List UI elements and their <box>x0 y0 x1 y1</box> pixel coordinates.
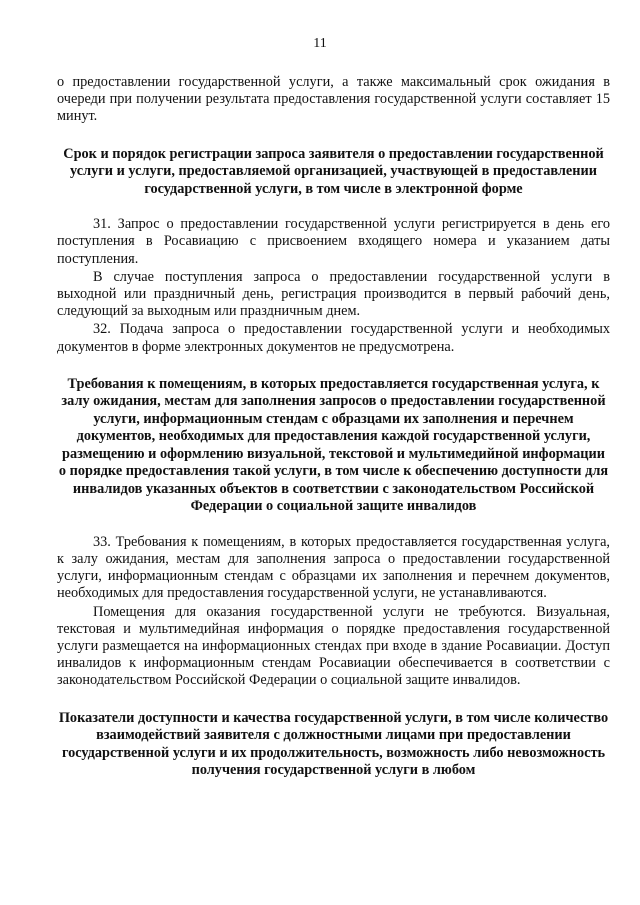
section-heading-premises: Требования к помещениям, в которых предоставляется государственная услуга, к залу ожидания, местам для заполнения запросов о предоставлении государственной услуги, информационным стендам с образцами их заполнения и перечнем документов, необходимых для предоставления каждой государственной услуги, размещению и оформлению визуальной, текстовой и мультимедийной информации о порядке предоставления такой услуги, в том числе к обеспечению доступности для инвалидов указанных объектов в соответствии с законодательством Российской Федерации о социальной защите инвалидов <box>58 375 609 515</box>
section-heading-registration: Срок и порядок регистрации запроса заявителя о предоставлении государственной услуги и услуги, предоставляемой организацией, участвующей в предоставлении государственной услуги, в том числе в электронной форме <box>63 145 604 197</box>
paragraph-holiday-registration: В случае поступления запроса о предоставлении государственной услуги в выходной или праздничный день, регистрация производится в первый рабочий день, следующий за выходным или праздничным днем. <box>57 268 610 320</box>
page-number: 11 <box>313 36 327 51</box>
intro-paragraph: о предоставлении государственной услуги, а также максимальный срок ожидания в очереди при получении результата предоставления государственной услуги составляет 15 минут. <box>57 74 610 125</box>
paragraph-33: 33. Требования к помещениям, в которых предоставляется государственная услуга, к залу ожидания, местам для заполнения запроса о предоставлении государственной услуги, информационным стендам с образцами их заполнения и перечнем документов, необходимых для предоставления государственной услуги, не устанавливаются. <box>57 533 610 602</box>
paragraph-premises-info: Помещения для оказания государственной услуги не требуются. Визуальная, текстовая и мультимедийная информация о порядке предоставления государственной услуги размещается на информационных стендах при входе в здание Росавиации. Доступ инвалидов к информационным стендам Росавиации обеспечивается в соответствии с законодательством Российской Федерации о социальной защите инвалидов. <box>57 603 610 689</box>
section-heading-accessibility: Показатели доступности и качества государственной услуги, в том числе количество взаимодействий заявителя с должностными лицами при предоставлении государственной услуги и их продолжительность, возможность либо невозможность получения государственной услуги в любом <box>58 709 609 779</box>
paragraph-31: 31. Запрос о предоставлении государственной услуги регистрируется в день его поступления в Росавиацию с присвоением входящего номера и указанием даты поступления. <box>57 216 610 267</box>
document-body <box>57 74 610 780</box>
paragraph-32: 32. Подача запроса о предоставлении государственной услуги и необходимых документов в форме электронных документов не предусмотрена. <box>57 321 610 355</box>
